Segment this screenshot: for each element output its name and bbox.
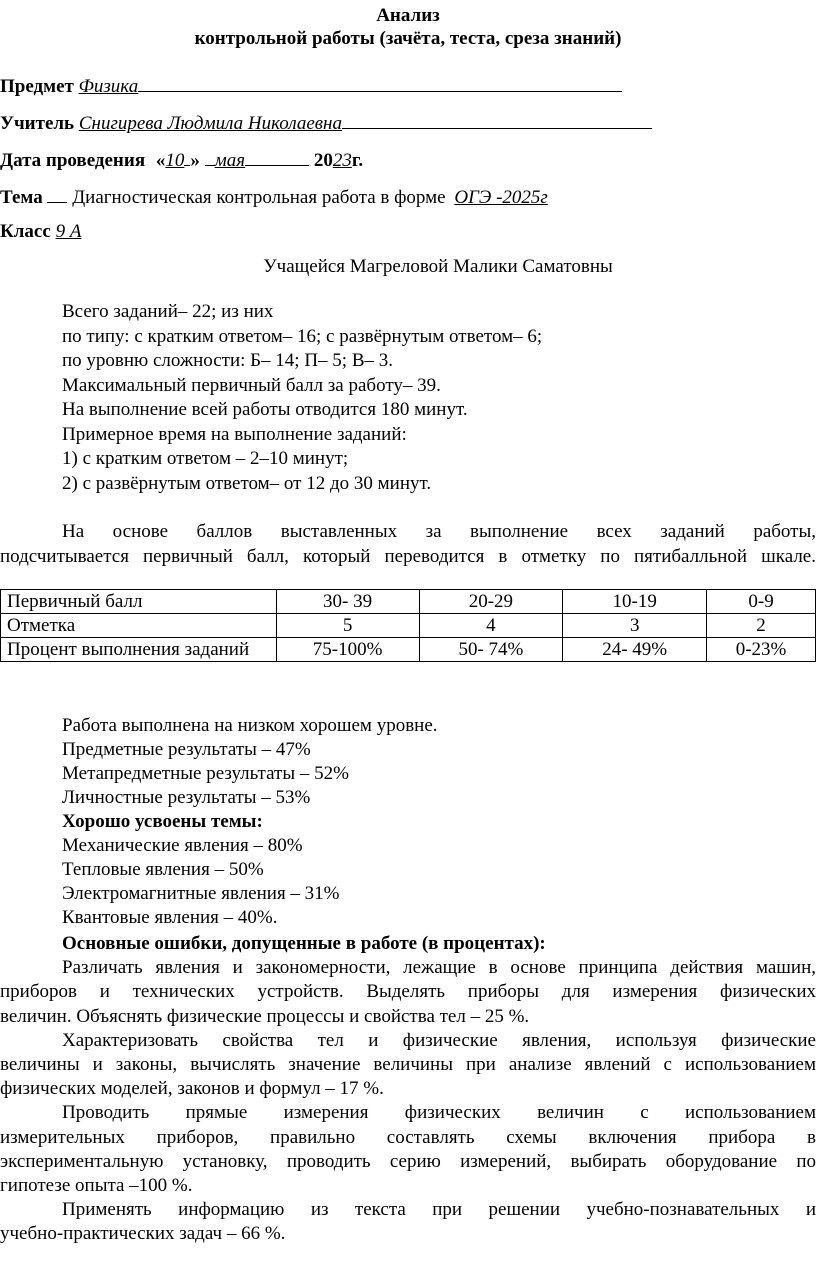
info-line: 2) с развёрнутым ответом– от 12 до 30 минут. [62, 472, 432, 494]
error-line: Характеризовать свойства тел и физические явления, используя физические [62, 1029, 816, 1051]
topic-result: Тепловые явления – 50% [62, 859, 264, 880]
error-line: Применять информацию из текста при решении учебно-познавательных и [62, 1199, 816, 1221]
topic-underline [47, 185, 67, 203]
table-cell: 4 [419, 614, 563, 638]
info-line: Максимальный первичный балл за работу– 39. [62, 374, 441, 396]
date-field [0, 148, 363, 173]
table-cell: 50- 74% [419, 638, 563, 662]
teacher-underline [342, 111, 652, 129]
subject-field [0, 74, 622, 99]
title-line-1: Анализ [376, 5, 440, 26]
error-line: величин. Объяснять физические процессы и свойства тел – 25 %. [0, 1005, 530, 1027]
table-cell: 75-100% [276, 638, 419, 662]
table-row [1, 590, 816, 614]
table-row [1, 638, 816, 662]
error-line: экспериментальную установку, проводить серию измерений, выбирать оборудование по [0, 1150, 816, 1172]
table-row-label: Отметка [1, 614, 277, 638]
date-year-end: г. [351, 150, 364, 171]
meta-results: Метапредметные результаты – 52% [62, 763, 349, 784]
error-line: величины и законы, вычислять значение величины при анализе явлений с использованием [0, 1053, 816, 1075]
topic-result: Механические явления – 80% [62, 835, 303, 856]
subject-value: Физика [78, 76, 139, 97]
table-cell: 3 [563, 614, 707, 638]
info-line: Всего заданий– 22; из них [62, 301, 274, 322]
scoring-line: подсчитывается первичный балл, который переводится в отметку по пятибалльной шкале. [0, 545, 816, 567]
table-cell: 2 [707, 614, 816, 638]
table-row-label: Первичный балл [1, 590, 277, 614]
date-label: Дата проведения [0, 150, 146, 171]
personal-results: Личностные результаты – 53% [62, 787, 311, 808]
errors-heading: Основные ошибки, допущенные в работе (в процентах): [62, 933, 546, 954]
table-cell: 30- 39 [276, 590, 419, 614]
results-summary: Работа выполнена на низком хорошем уровне. [62, 715, 438, 736]
topic-result: Электромагнитные явления – 31% [62, 883, 340, 904]
class-field [0, 220, 81, 244]
info-line: 1) с кратким ответом – 2–10 минут; [62, 448, 349, 469]
student-name: Учащейся Магреловой Малики Саматовны [263, 256, 613, 277]
topic-value: ОГЭ -2025г [454, 187, 548, 208]
exam-info [62, 300, 542, 496]
error-line: Различать явления и закономерности, лежащие в основе принципа действия машин, [62, 957, 816, 979]
date-year-prefix: 20 [313, 150, 333, 171]
teacher-field [0, 111, 652, 136]
subject-underline [138, 74, 622, 92]
info-line: На выполнение всей работы отводится 180 минут. [62, 399, 468, 420]
date-year-suffix: 23 [332, 150, 352, 171]
info-line: по типу: с кратким ответом– 16; с развёрнутым ответом– 6; [62, 325, 543, 347]
document-title [0, 0, 816, 50]
table-row-label: Процент выполнения заданий [1, 638, 277, 662]
results-section [62, 714, 438, 930]
topic-text: Диагностическая контрольная работа в форме [72, 187, 446, 208]
error-line: гипотезе опыта –100 %. [0, 1174, 193, 1196]
table-cell: 24- 49% [563, 638, 707, 662]
scoring-paragraph [0, 520, 816, 569]
error-line: Проводить прямые измерения физических величин с использованием [62, 1102, 816, 1124]
title-line-2: контрольной работы (зачёта, теста, среза знаний) [194, 28, 622, 49]
teacher-label: Учитель [0, 113, 75, 134]
error-line: приборов и технических устройств. Выделять приборы для измерения физических [0, 981, 816, 1003]
topic-label: Тема [0, 187, 43, 208]
table-cell: 20-29 [419, 590, 563, 614]
date-close-quote: » [190, 150, 200, 171]
table-cell: 0-9 [707, 590, 816, 614]
topic-field [0, 185, 548, 210]
table-cell: 5 [276, 614, 419, 638]
info-line: Примерное время на выполнение заданий: [62, 423, 407, 445]
date-month-underline [245, 148, 309, 166]
teacher-value: Снигирева Людмила Николаевна [78, 113, 342, 134]
scoring-line: На основе баллов выставленных за выполнение всех заданий работы, [62, 521, 816, 542]
table-cell: 0-23% [707, 638, 816, 662]
subject-results: Предметные результаты – 47% [62, 739, 311, 760]
learned-topics-heading: Хорошо усвоены темы: [62, 811, 263, 832]
errors-section [0, 932, 816, 1246]
grade-table [0, 589, 816, 662]
error-line: измерительных приборов, правильно составлять схемы включения прибора в [0, 1126, 816, 1148]
date-month: мая [214, 150, 246, 171]
table-row [1, 614, 816, 638]
error-line: учебно-практических задач – 66 %. [0, 1223, 286, 1245]
subject-label: Предмет [0, 76, 74, 97]
date-open-quote: « [155, 150, 166, 171]
class-value: 9 А [55, 221, 82, 242]
date-day: 10 [165, 150, 185, 171]
date-month-underline-lead [205, 148, 215, 166]
topic-result: Квантовые явления – 40%. [62, 907, 278, 928]
info-line: по уровню сложности: Б– 14; П– 5; В– 3. [62, 350, 394, 371]
class-label: Класс [0, 221, 51, 242]
table-cell: 10-19 [563, 590, 707, 614]
error-line: физических моделей, законов и формул – 17 %. [0, 1078, 384, 1100]
